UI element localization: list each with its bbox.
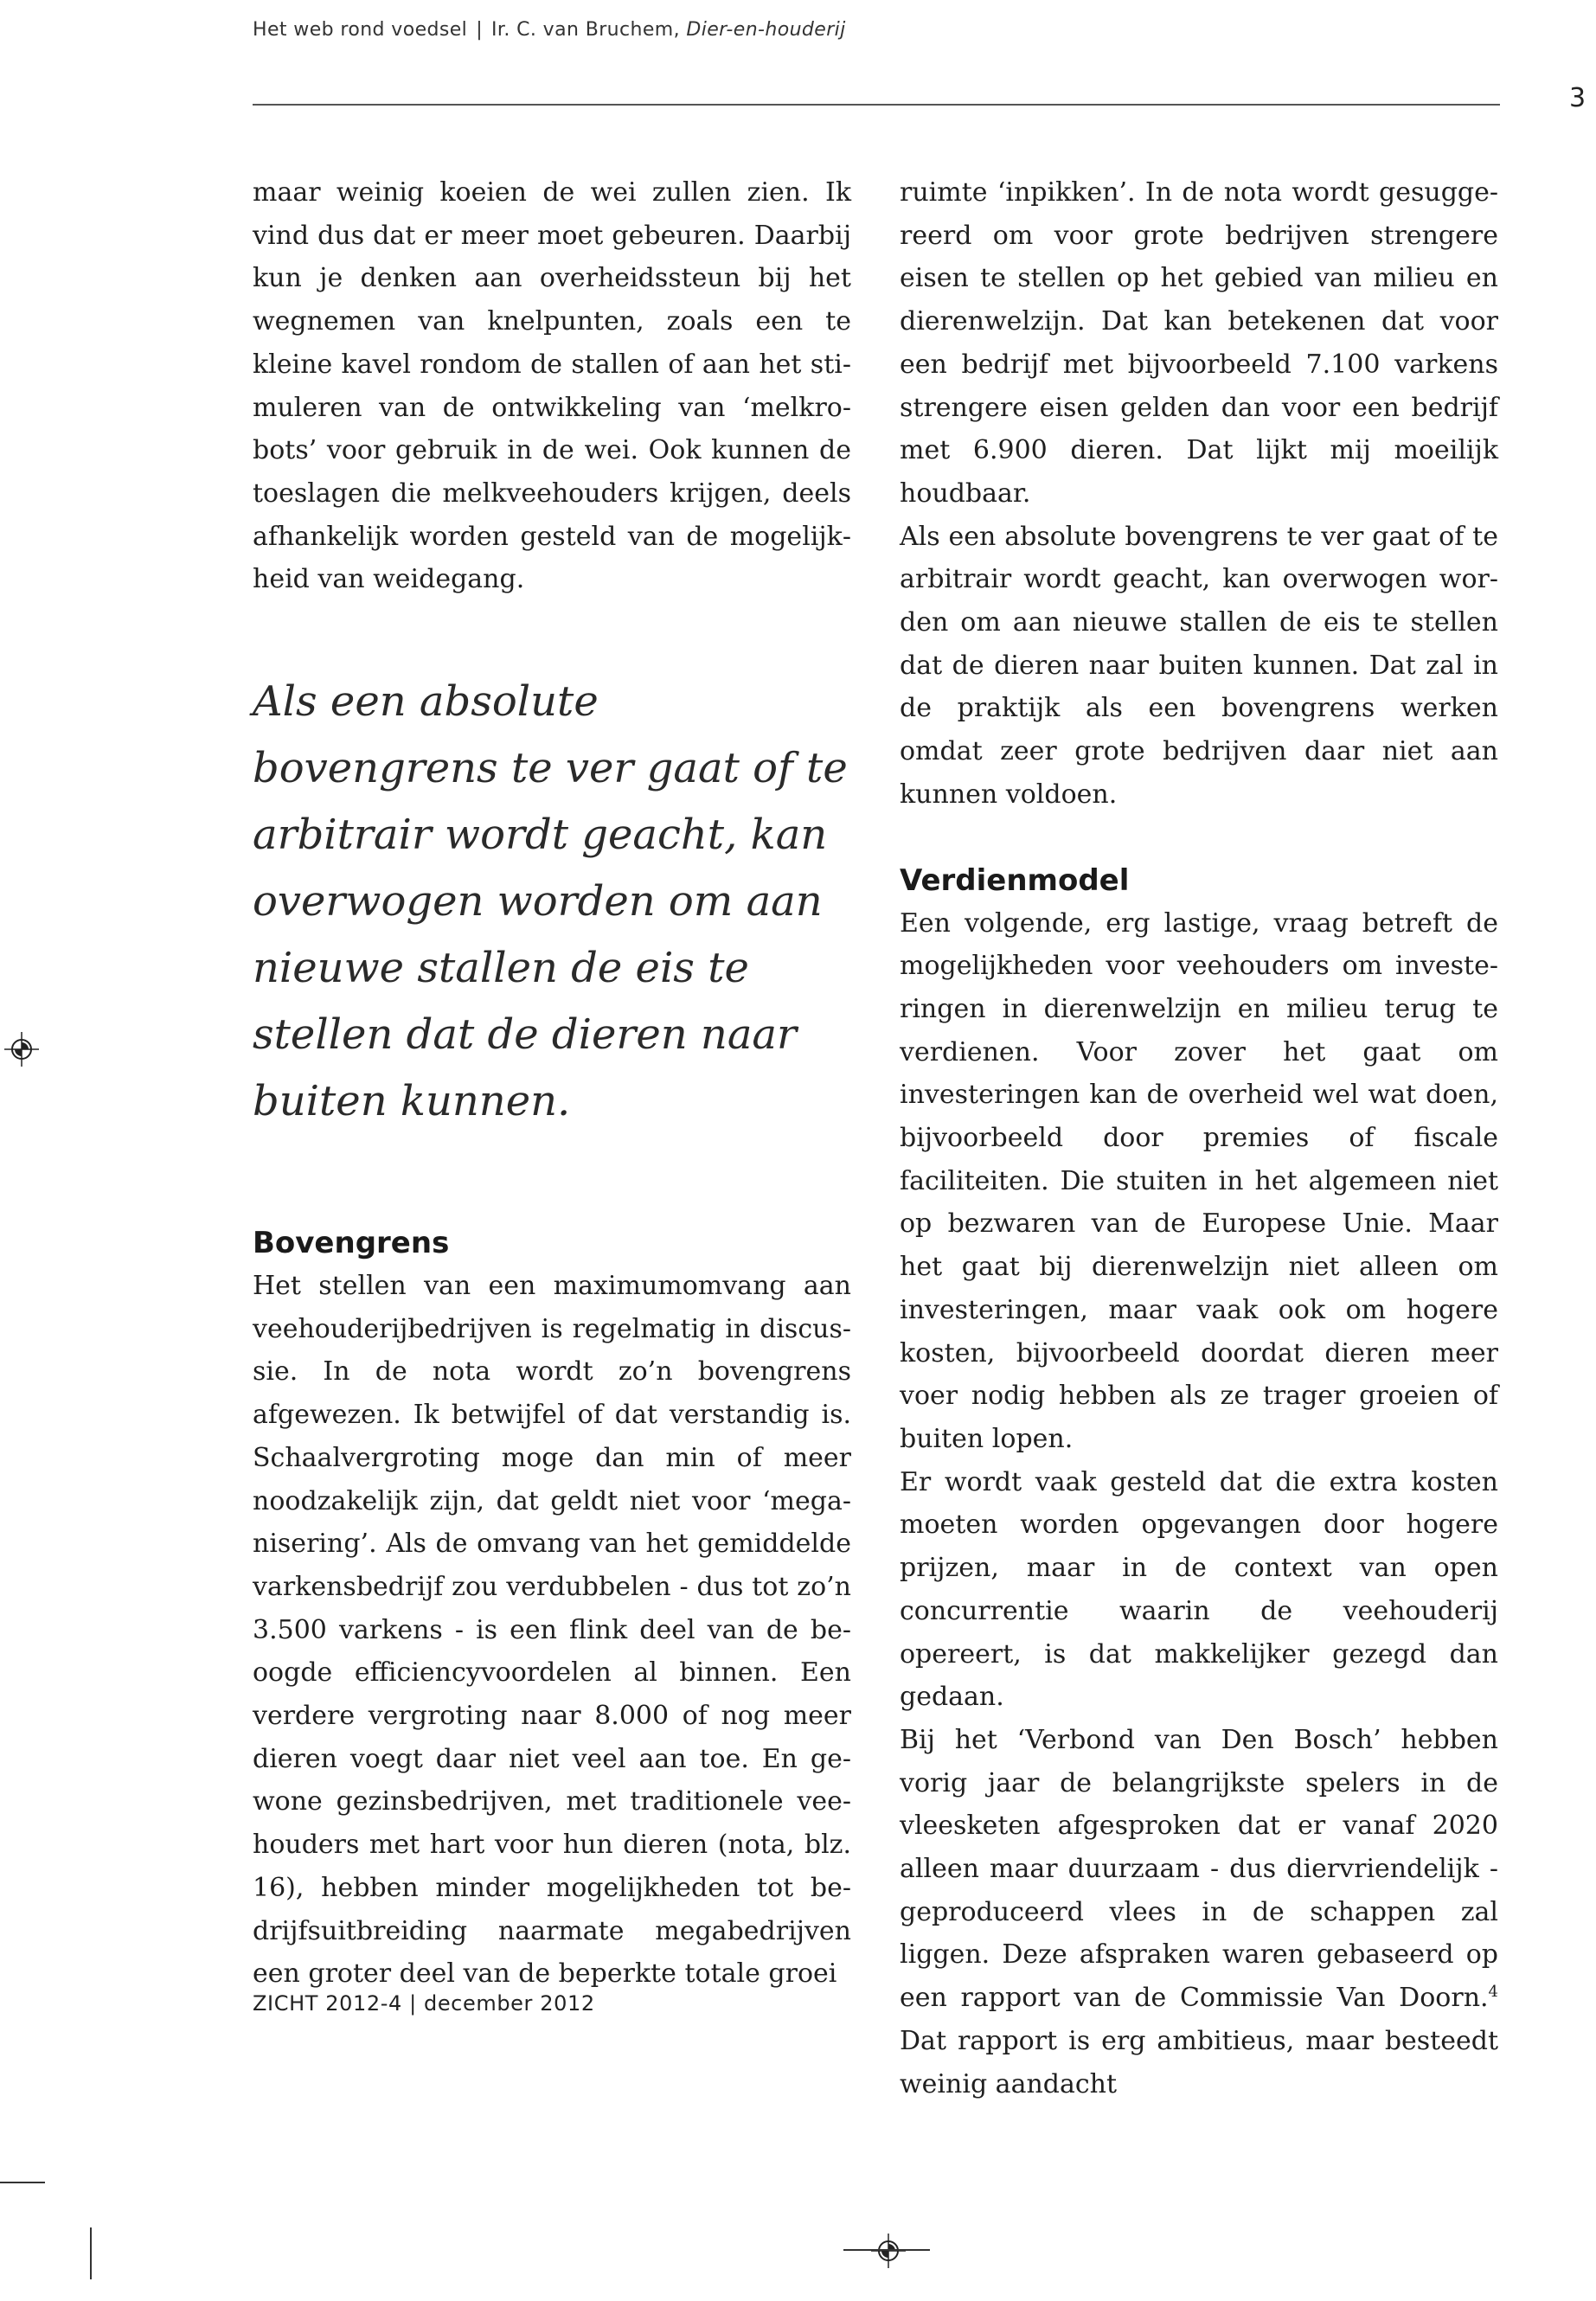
publication-title: Het web rond voedsel: [253, 19, 468, 41]
footer-separator: |: [409, 1991, 417, 2016]
page-footer: [253, 1991, 595, 2016]
section-heading-verdienmodel: Verdienmodel: [900, 862, 1130, 898]
left-column: [253, 171, 851, 1996]
header-separator: |: [476, 19, 484, 41]
verbond-text: Bij het ‘Verbond van Den Bosch’ hebben vorig jaar de belangrijkste spelers in de vleesketen afgesproken dat er vanaf 2020 alleen maar duurzaam - dus diervriendelijk - geproduceerd vlees in de schappen zal liggen. Deze afspraken waren gebaseerd op een rapport van de Commissie Van Doorn.: [900, 1724, 1498, 2014]
header-rule: [253, 104, 1500, 106]
registration-mark-icon: [4, 1032, 39, 1067]
running-head: [253, 19, 846, 41]
journal-issue: ZICHT 2012-4: [253, 1991, 402, 2016]
paragraph-absolute-bovengrens: Als een absolute bovengrens te ver gaat of te arbitrair wordt geacht, kan overwogen worden om aan nieuwe stallen de eis te stellen dat de dieren naar buiten kunnen. Dat zal in de praktijk als een bovengrens werken omdat zeer grote bedrijven daar niet aan kunnen voldoen.: [900, 521, 1498, 810]
bovengrens-paragraph: Het stellen van een maximumomvang aan veehouderijbedrijven is regelmatig in discussie. In de nota wordt zo’n bovengrens afgewezen. Ik betwijfel of dat verstandig is. Schaalvergroting moge dan min of meer noodzakelijk zijn, dat geldt niet voor ‘meganisering’. Als de omvang van het gemiddelde varkensbedrijf zou verdubbelen - dus tot zo’n 3.500 varkens - is een flink deel van de beoogde efficiencyvoordelen al binnen. Een verdere vergroting naar 8.000 of nog meer dieren voegt daar niet veel aan toe. En gewone gezinsbedrijven, met traditionele veehouders met hart voor hun dieren (nota, blz. 16), hebben minder mogelijkheden tot bedrijfsuitbreiding naarmate megabedrijven een groter deel van de beperkte totale groei: [253, 1271, 851, 1990]
crop-mark: [0, 2182, 45, 2183]
verbond-text-tail: Dat rapport is erg ambitieus, maar besteedt weinig aandacht: [900, 2025, 1498, 2099]
section-heading-bovengrens: Bovengrens: [253, 1226, 450, 1261]
paragraph-ruimte: ruimte ‘inpikken’. In de nota wordt gesuggereerd om voor grote bedrijven strengere eisen te stellen op het gebied van milieu en dierenwelzijn. Dat kan betekenen dat voor een bedrijf met bijvoorbeeld 7.100 varkens strengere eisen gelden dan voor een bedrijf met 6.900 dieren. Dat lijkt mij moeilijk houdbaar.: [900, 177, 1498, 509]
page-number: 3: [1569, 83, 1586, 113]
pull-quote: Als een absolute bovengrens te ver gaat of te arbitrair wordt geacht, kan overwogen worden om aan nieuwe stallen de eis te stellen dat de dieren naar buiten kunnen.: [253, 677, 848, 1126]
paragraph-verbond: [900, 1719, 1498, 2106]
paragraph-verdienmodel: Een volgende, erg lastige, vraag betreft de mogelijkheden voor veehouders om investeringen in dierenwelzijn en milieu terug te verdienen. Voor zover het gaat om investeringen kan de overheid wel wat doen, bijvoorbeeld door premies of fiscale faciliteiten. Die stuiten in het algemeen niet op bezwaren van de Europese Unie. Maar het gaat bij dierenwelzijn niet alleen om investeringen, maar vaak ook om hogere kosten, bijvoorbeeld doordat dieren meer voer nodig hebben als ze trager groeien of buiten lopen.: [900, 907, 1498, 1454]
paragraph-extra-kosten: Er wordt vaak gesteld dat die extra kosten moeten worden opgevangen door hogere prijzen, maar in de context van open concurrentie waarin de veehouderij opereert, is dat makkelijker gezegd dan gedaan.: [900, 1466, 1498, 1713]
article-title: Dier-en-houderij: [686, 19, 846, 41]
intro-paragraph: maar weinig koeien de wei zullen zien. Ik vind dus dat er meer moet gebeuren. Daarbij kun je denken aan overheidssteun bij het wegnemen van knelpunten, zoals een te kleine kavel rondom de stallen of aan het stimuleren van de ontwikkeling van ‘melkrobots’ voor gebruik in de wei. Ook kunnen de toeslagen die melkveehouders krijgen, deels afhankelijk worden gesteld van de mogelijkheid van weidegang.: [253, 177, 851, 595]
author-name: Ir. C. van Bruchem,: [491, 19, 680, 41]
footnote-marker[interactable]: 4: [1488, 1983, 1498, 2002]
issue-date: december 2012: [423, 1991, 595, 2016]
crop-mark: [90, 2227, 92, 2279]
crop-mark: [843, 2249, 930, 2251]
right-column: [900, 171, 1498, 2106]
registration-mark-icon: [871, 2234, 906, 2268]
